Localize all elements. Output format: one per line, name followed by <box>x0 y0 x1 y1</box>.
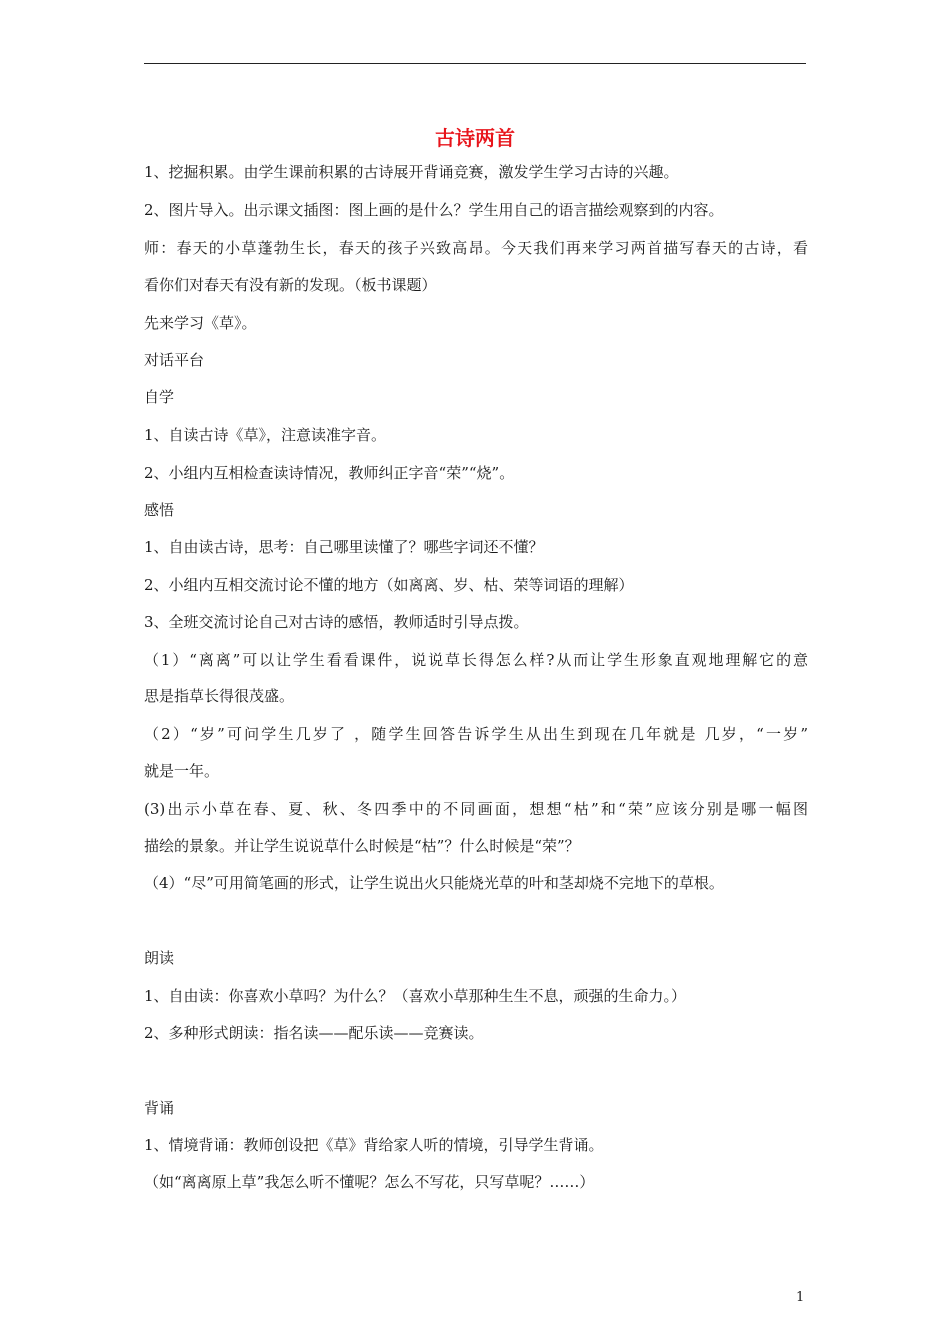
section-heading-reading: 朗读 <box>144 949 175 967</box>
text-line-15: 思是指草长得很茂盛。 <box>144 687 295 705</box>
text-line-11: 1、自由读古诗，思考：自己哪里读懂了？哪些字词还不懂？ <box>144 538 544 556</box>
text-line-5: 先来学习《草》。 <box>144 314 257 332</box>
text-line-3: 师：春天的小草蓬勃生长，春天的孩子兴致高昂。今天我们再来学习两首描写春天的古诗，看 <box>144 239 808 257</box>
text-line-14: （1）“离离”可以让学生看看课件，说说草长得怎么样?从而让学生形象直观地理解它的意 <box>144 651 808 669</box>
text-line-2: 2、图片导入。出示课文插图：图上画的是什么？学生用自己的语言描绘观察到的内容。 <box>144 201 724 219</box>
text-line-1: 1、挖掘积累。由学生课前积累的古诗展开背诵竞赛，激发学生学习古诗的兴趣。 <box>144 163 679 181</box>
text-line-20: （4）“尽”可用简笔画的形式，让学生说出火只能烧光草的叶和茎却烧不完地下的草根。 <box>144 874 724 892</box>
section-heading-recitation: 背诵 <box>144 1099 175 1117</box>
section-heading-insight: 感悟 <box>144 501 175 519</box>
text-line-16: （2）“岁”可问学生几岁了 ，随学生回答告诉学生从出生到现在几年就是 几岁，“一岁” <box>144 725 808 743</box>
text-line-9: 2、小组内互相检查读诗情况，教师纠正字音“荣”“烧”。 <box>144 464 515 482</box>
text-line-25: 1、情境背诵：教师创设把《草》背给家人听的情境，引导学生背诵。 <box>144 1136 604 1154</box>
text-line-13: 3、全班交流讨论自己对古诗的感悟，教师适时引导点拨。 <box>144 613 529 631</box>
text-line-26: （如“离离原上草”我怎么听不懂呢？怎么不写花，只写草呢？……） <box>144 1173 595 1191</box>
text-line-22: 1、自由读：你喜欢小草吗？为什么？（喜欢小草那种生生不息，顽强的生命力。） <box>144 987 687 1005</box>
header-rule <box>144 63 806 64</box>
text-line-19: 描绘的景象。并让学生说说草什么时候是“枯”？什么时候是“荣”？ <box>144 837 580 855</box>
text-line-23: 2、多种形式朗读：指名读——配乐读——竞赛读。 <box>144 1024 484 1042</box>
text-line-18: (3)出示小草在春、夏、秋、冬四季中的不同画面，想想“枯”和“荣”应该分别是哪一幅图 <box>144 800 808 818</box>
section-heading-self-study: 自学 <box>144 388 175 406</box>
page-title: 古诗两首 <box>435 126 515 150</box>
text-line-12: 2、小组内互相交流讨论不懂的地方（如离离、岁、枯、荣等词语的理解） <box>144 576 634 594</box>
section-heading-dialogue: 对话平台 <box>144 351 205 369</box>
page-number: 1 <box>796 1290 805 1305</box>
text-line-8: 1、自读古诗《草》，注意读准字音。 <box>144 426 387 444</box>
text-line-4: 看你们对春天有没有新的发现。（板书课题） <box>144 276 437 294</box>
text-line-17: 就是一年。 <box>144 762 220 780</box>
